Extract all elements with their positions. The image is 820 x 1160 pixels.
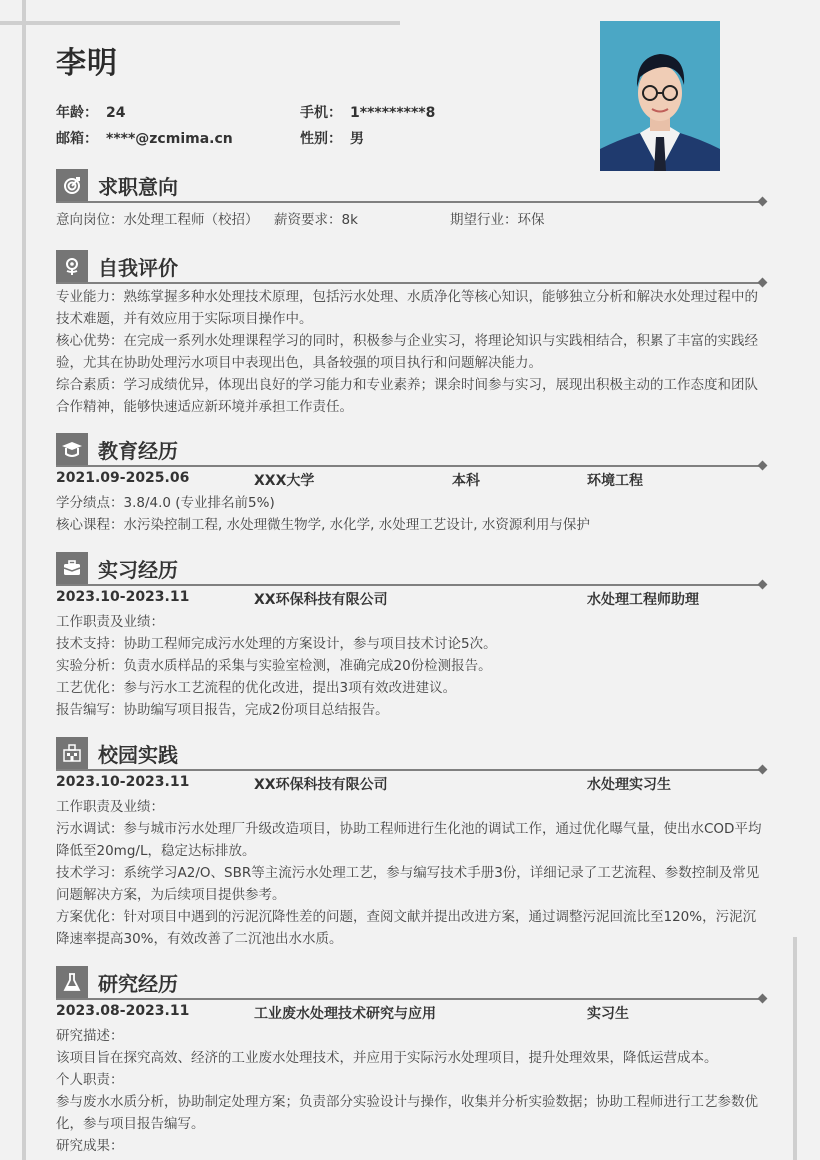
section-divider <box>56 584 762 586</box>
internship-company: XX环保科技有限公司 <box>254 592 388 608</box>
phone-field <box>300 102 435 122</box>
section-header <box>56 250 766 282</box>
major: 环境工程 <box>587 473 643 489</box>
research-project: 工业废水处理技术研究与应用 <box>254 1006 436 1022</box>
school-name: XXX大学 <box>254 473 315 489</box>
campus-company: XX环保科技有限公司 <box>254 777 388 793</box>
section-divider <box>56 998 762 1000</box>
campus-building-icon <box>56 737 88 769</box>
phone-label: 手机： <box>300 105 342 121</box>
flower-icon <box>56 250 88 282</box>
section-job-intent <box>56 169 766 231</box>
detail-line: 研究成果： <box>56 1138 124 1154</box>
education-header-row <box>56 470 766 492</box>
research-header-row <box>56 1003 766 1025</box>
detail-line: 工艺优化：参与污水工艺流程的优化改进，提出3项有效改进建议。 <box>56 680 457 696</box>
campus-period: 2023.10-2023.11 <box>56 774 190 790</box>
section-header <box>56 966 766 998</box>
section-header <box>56 737 766 769</box>
section-internship <box>56 552 766 721</box>
gender-label: 性别： <box>300 131 342 147</box>
detail-line: 实验分析：负责水质样品的采集与实验室检测，准确完成20份检测报告。 <box>56 658 492 674</box>
graduation-cap-icon <box>56 433 88 465</box>
divider-end-dot <box>758 197 768 207</box>
expected-salary: 薪资要求：8k <box>274 212 358 228</box>
section-title: 研究经历 <box>98 972 178 996</box>
target-icon <box>56 169 88 201</box>
job-intent-row <box>56 209 766 231</box>
detail-line: 参与废水水质分析，协助制定处理方案；负责部分实验设计与操作，收集并分析实验数据；协助工程师进行工艺参数优化，参与项目报告编写。 <box>56 1094 758 1132</box>
internship-header-row <box>56 589 766 611</box>
gender-field <box>300 128 364 148</box>
self-eval-professional: 专业能力：熟练掌握多种水处理技术原理，包括污水处理、水质净化等核心知识，能够独立分析和解决水处理过程中的技术难题，并有效应用于实际项目操作中。 <box>56 289 758 327</box>
intended-position: 意向岗位：水处理工程师（校招） <box>56 212 259 228</box>
detail-line: 该项目旨在探究高效、经济的工业废水处理技术，并应用于实际污水处理项目，提升处理效果，降低运营成本。 <box>56 1050 718 1066</box>
detail-line: 方案优化：针对项目中遇到的污泥沉降性差的问题，查阅文献并提出改进方案，通过调整污泥回流比至120%，污泥沉降速率提高30%，有效改善了二沉池出水水质。 <box>56 909 757 947</box>
self-eval-overall: 综合素质：学习成绩优异，体现出良好的学习能力和专业素养；课余时间参与实习，展现出积极主动的工作态度和团队合作精神，能够快速适应新环境并承担工作责任。 <box>56 377 758 415</box>
section-title: 求职意向 <box>98 175 178 199</box>
detail-line: 技术学习：系统学习A2/O、SBR等主流污水处理工艺，参与编写技术手册3份，详细记录了工艺流程、参数控制及常见问题解决方案，为后续项目提供参考。 <box>56 865 760 903</box>
campus-role: 水处理实习生 <box>587 777 671 793</box>
internship-period: 2023.10-2023.11 <box>56 589 190 605</box>
flask-icon <box>56 966 88 998</box>
campus-header-row <box>56 774 766 796</box>
section-header <box>56 552 766 584</box>
detail-line: 个人职责： <box>56 1072 124 1088</box>
detail-line: 污水调试：参与城市污水处理厂升级改造项目，协助工程师进行生化池的调试工作，通过优化曝气量，使出水COD平均降低至20mg/L，稳定达标排放。 <box>56 821 762 859</box>
research-details <box>56 1025 766 1157</box>
section-title: 教育经历 <box>98 439 178 463</box>
campus-details <box>56 796 766 950</box>
research-period: 2023.08-2023.11 <box>56 1003 190 1019</box>
gender-value: 男 <box>350 131 364 147</box>
research-role: 实习生 <box>587 1006 629 1022</box>
core-courses-line: 核心课程：水污染控制工程, 水处理微生物学, 水化学, 水处理工艺设计, 水资源利用与保护 <box>56 517 590 533</box>
internship-role: 水处理工程师助理 <box>587 592 699 608</box>
internship-details <box>56 611 766 721</box>
decorative-vertical-line <box>22 0 26 1160</box>
section-campus-practice <box>56 737 766 950</box>
gpa-line: 学分绩点：3.8/4.0 (专业排名前5%) <box>56 495 275 511</box>
detail-line: 工作职责及业绩： <box>56 799 164 815</box>
decorative-horizontal-line <box>0 21 400 25</box>
section-divider <box>56 282 762 284</box>
section-divider <box>56 465 762 467</box>
section-title: 自我评价 <box>98 256 178 280</box>
section-divider <box>56 201 762 203</box>
email-value: ****@zcmima.cn <box>106 131 233 147</box>
section-education <box>56 433 766 536</box>
section-title: 实习经历 <box>98 558 178 582</box>
briefcase-icon <box>56 552 88 584</box>
section-divider <box>56 769 762 771</box>
divider-end-dot <box>758 580 768 590</box>
section-title: 校园实践 <box>98 743 178 767</box>
decorative-right-line <box>793 937 797 1160</box>
divider-end-dot <box>758 994 768 1004</box>
age-label: 年龄： <box>56 105 98 121</box>
section-research <box>56 966 766 1157</box>
expected-industry: 期望行业：环保 <box>450 212 545 228</box>
email-label: 邮箱： <box>56 131 98 147</box>
education-period: 2021.09-2025.06 <box>56 470 190 486</box>
phone-value: 1*********8 <box>350 105 436 121</box>
detail-line: 技术支持：协助工程师完成污水处理的方案设计，参与项目技术讨论5次。 <box>56 636 497 652</box>
section-header <box>56 433 766 465</box>
detail-line: 报告编写：协助编写项目报告，完成2份项目总结报告。 <box>56 702 389 718</box>
degree: 本科 <box>452 473 480 489</box>
candidate-name: 李明 <box>56 46 118 81</box>
profile-photo <box>600 21 720 171</box>
detail-line: 工作职责及业绩： <box>56 614 164 630</box>
self-eval-advantage: 核心优势：在完成一系列水处理课程学习的同时，积极参与企业实习，将理论知识与实践相结合，积累了丰富的实践经验，尤其在协助处理污水项目中表现出色，具备较强的项目执行和问题解决能力。 <box>56 333 758 371</box>
education-details <box>56 492 766 536</box>
section-header <box>56 169 766 201</box>
detail-line: 研究描述： <box>56 1028 124 1044</box>
age-field <box>56 102 125 122</box>
self-evaluation-body <box>56 286 766 418</box>
age-value: 24 <box>106 105 126 121</box>
divider-end-dot <box>758 765 768 775</box>
email-field <box>56 128 233 148</box>
section-self-evaluation <box>56 250 766 418</box>
divider-end-dot <box>758 461 768 471</box>
